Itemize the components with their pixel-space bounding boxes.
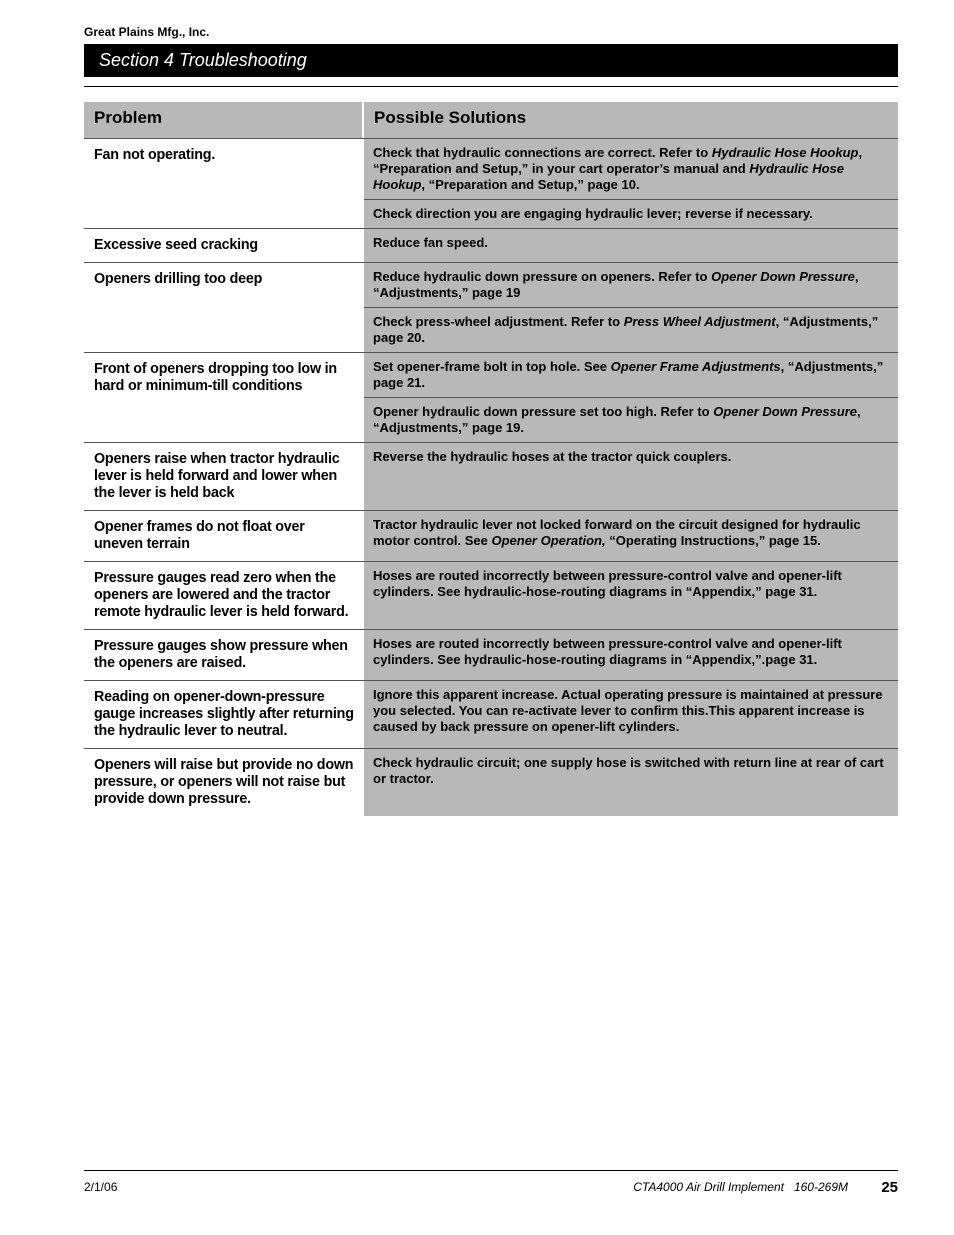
solution-text: Check that hydraulic connections are correct. Refer to xyxy=(373,145,712,160)
problem-cell: Pressure gauges read zero when the openers are lowered and the tractor remote hydraulic lever is held forward. xyxy=(94,570,349,620)
table-row xyxy=(84,443,898,511)
problem-cell: Reading on opener-down-pressure gauge increases slightly after returning the hydraulic lever to neutral. xyxy=(94,689,354,739)
solution-cell xyxy=(364,263,898,307)
solution-text: , “Preparation and Setup,” in your cart operator’s manual and xyxy=(373,145,863,176)
problem-cell: Openers drilling too deep xyxy=(94,271,263,287)
solution-cell xyxy=(364,139,898,199)
solution-cell xyxy=(364,229,898,262)
solution-text: , “Adjustments,” page 20. xyxy=(373,314,879,345)
solution-reference: Press Wheel Adjustment xyxy=(623,314,776,329)
table-row xyxy=(84,562,898,630)
troubleshooting-table xyxy=(84,102,898,816)
solution-text: Ignore this apparent increase. Actual operating pressure is maintained at pressure you selected. You can re-activate lever to confirm this.This apparent increase is caused by back pressure on opener-lift cylinders. xyxy=(373,687,883,734)
problem-cell: Excessive seed cracking xyxy=(94,237,258,253)
table-body xyxy=(84,139,898,816)
section-header-bar xyxy=(84,44,898,77)
table-row xyxy=(84,511,898,562)
solution-text: , “Adjustments,” page 21. xyxy=(373,359,884,390)
column-header-solutions: Possible Solutions xyxy=(364,102,898,138)
table-row xyxy=(84,263,898,353)
table-row xyxy=(84,630,898,681)
solution-text: Hoses are routed incorrectly between pressure-control valve and opener-lift cylinders. See hydraulic-hose-routing diagrams in “Appendix,”.page 31. xyxy=(373,636,842,667)
solution-text: Opener hydraulic down pressure set too high. Refer to xyxy=(373,404,714,419)
solution-cell xyxy=(364,397,898,442)
solutions-column xyxy=(364,229,898,262)
table-row xyxy=(84,139,898,229)
solution-cell xyxy=(364,353,898,397)
footer-document-title: CTA4000 Air Drill Implement 160-269M xyxy=(633,1180,848,1194)
solution-text: Reverse the hydraulic hoses at the tractor quick couplers. xyxy=(373,449,732,464)
table-row xyxy=(84,749,898,816)
solution-text: Tractor hydraulic lever not locked forward on the circuit designed for hydraulic motor control. See xyxy=(373,517,861,548)
table-row xyxy=(84,353,898,443)
solution-text: Reduce fan speed. xyxy=(373,235,488,250)
solutions-column xyxy=(364,263,898,352)
solutions-column xyxy=(364,562,898,629)
solution-reference: Opener Operation, xyxy=(491,533,606,548)
solutions-column xyxy=(364,511,898,561)
solution-cell xyxy=(364,630,898,680)
solutions-column xyxy=(364,443,898,510)
solution-text: Hoses are routed incorrectly between pressure-control valve and opener-lift cylinders. See hydraulic-hose-routing diagrams in “Appendix,” page 31. xyxy=(373,568,842,599)
solution-text: Set opener-frame bolt in top hole. See xyxy=(373,359,611,374)
solution-text: Check direction you are engaging hydraulic lever; reverse if necessary. xyxy=(373,206,813,221)
solution-cell xyxy=(364,199,898,228)
problem-cell: Opener frames do not float over uneven terrain xyxy=(94,519,305,552)
table-row xyxy=(84,681,898,749)
solution-cell xyxy=(364,681,898,748)
column-header-problem: Problem xyxy=(84,102,362,138)
solution-reference: Opener Down Pressure xyxy=(713,404,858,419)
solution-text: Reduce hydraulic down pressure on openers. Refer to xyxy=(373,269,712,284)
solution-text: , “Adjustments,” page 19. xyxy=(373,404,861,435)
solution-reference: Hydraulic Hose Hookup xyxy=(711,145,859,160)
solution-reference: Opener Frame Adjustments xyxy=(610,359,781,374)
solution-cell xyxy=(364,511,898,561)
solution-reference: Hydraulic Hose Hookup xyxy=(373,161,845,192)
problem-cell: Openers will raise but provide no down pressure, or openers will not raise but provide down pressure. xyxy=(94,757,354,807)
problem-cell: Pressure gauges show pressure when the openers are raised. xyxy=(94,638,348,671)
solution-cell xyxy=(364,749,898,816)
footer-rule xyxy=(84,1170,898,1171)
solutions-column xyxy=(364,630,898,680)
problem-cell: Openers raise when tractor hydraulic lever is held forward and lower when the lever is held back xyxy=(94,451,340,501)
solutions-column xyxy=(364,681,898,748)
problem-cell: Front of openers dropping too low in hard or minimum-till conditions xyxy=(94,361,337,394)
solution-text: “Operating Instructions,” page 15. xyxy=(605,533,821,548)
solution-cell xyxy=(364,443,898,510)
table-header xyxy=(84,102,898,139)
section-title: Section 4 Troubleshooting xyxy=(99,50,307,70)
page-number: 25 xyxy=(881,1179,898,1196)
solution-cell xyxy=(364,562,898,629)
company-name: Great Plains Mfg., Inc. xyxy=(84,25,210,39)
solution-text: , “Preparation and Setup,” page 10. xyxy=(421,177,640,192)
solutions-column xyxy=(364,749,898,816)
solution-text: , “Adjustments,” page 19 xyxy=(373,269,859,300)
header-rule xyxy=(84,86,898,87)
solution-text: Check hydraulic circuit; one supply hose is switched with return line at rear of cart or tractor. xyxy=(373,755,884,786)
solution-cell xyxy=(364,307,898,352)
problem-cell: Fan not operating. xyxy=(94,147,216,163)
solution-text: Check press-wheel adjustment. Refer to xyxy=(373,314,624,329)
solutions-column xyxy=(364,139,898,228)
footer-date: 2/1/06 xyxy=(84,1180,118,1194)
table-row xyxy=(84,229,898,263)
solutions-column xyxy=(364,353,898,442)
solution-reference: Opener Down Pressure xyxy=(711,269,855,284)
